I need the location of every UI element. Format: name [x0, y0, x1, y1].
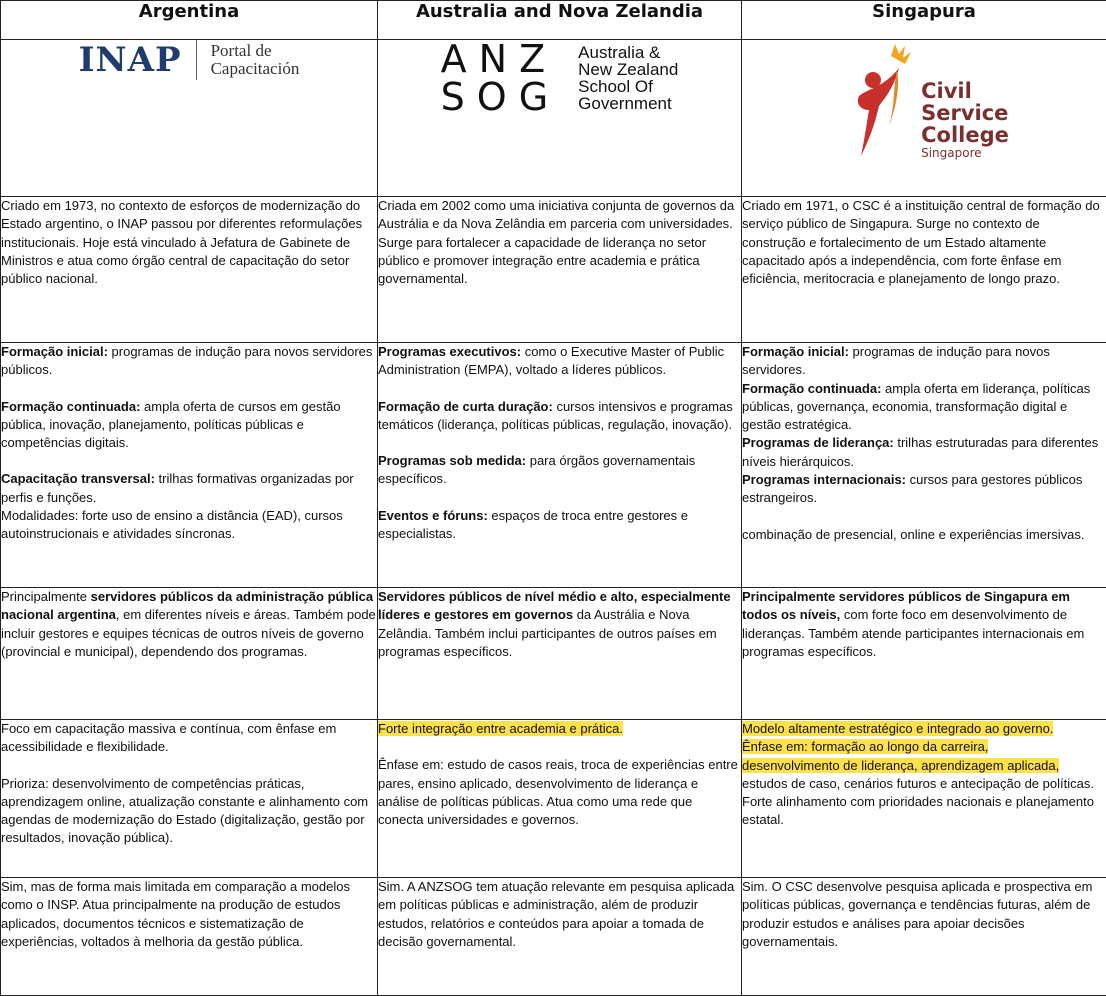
header-row — [1, 1, 1106, 40]
program-item-text: como o Executive Master of Public Administration (EMPA), voltado a líderes públicos. — [378, 344, 724, 377]
program-item-text: trilhas formativas organizadas por perfis e funções. — [1, 471, 354, 504]
program-item-text: programas de indução para novos servidores públicos. — [1, 344, 372, 377]
row-focus — [1, 720, 1106, 878]
modalities-text: Modalidades: forte uso de ensino a distância (EAD), cursos autoinstrucionais e atividades síncronas. — [1, 507, 377, 544]
anzsog-name-line1: Australia & — [578, 44, 678, 61]
anzsog-mark-line2: SOG — [441, 78, 560, 116]
anzsog-name-line2: New Zealand — [578, 61, 678, 78]
programs-cell-argentina — [1, 343, 378, 588]
program-item-text: trilhas estruturadas para diferentes níveis hierárquicos. — [742, 435, 1098, 468]
audience-text-lead: Principalmente — [1, 589, 91, 604]
program-item-text: cursos intensivos e programas temáticos (liderança, políticas públicas, regulação, inovação). — [378, 399, 733, 432]
audience-cell-argentina — [1, 588, 378, 720]
anzsog-logo — [441, 40, 679, 116]
csc-name — [921, 80, 1009, 160]
research-cell-argentina — [1, 878, 378, 996]
program-item-title: Formação inicial: — [1, 344, 108, 359]
anzsog-mark — [441, 40, 560, 116]
anzsog-name-line3: School Of — [578, 78, 678, 95]
program-item-title: Programas internacionais: — [742, 472, 906, 487]
program-item-text: ampla oferta de cursos em gestão pública, inovação, planejamento, políticas públicas e competências digitais. — [1, 399, 341, 451]
column-header-australia: Australia and Nova Zelandia — [378, 1, 742, 40]
history-text: Criado em 1971, o CSC é a instituição central de formação do serviço público de Singapura. Surge no contexto de construção e fortalecimento de um Estado altamente capacitado após a independência, com forte ênfase em eficiência, meritocracia e planejamento de longo prazo. — [742, 197, 1106, 288]
program-item — [378, 452, 741, 489]
focus-cell-argentina — [1, 720, 378, 878]
program-item-title: Eventos e fóruns: — [378, 508, 488, 523]
program-item — [1, 398, 377, 453]
history-cell-australia — [378, 197, 742, 343]
torch-figure-icon — [839, 40, 917, 160]
logo-cell-argentina — [1, 40, 378, 197]
audience-text-bold: Principalmente servidores públicos de Singapura em todos os níveis, — [742, 589, 1070, 622]
column-header-singapura: Singapura — [742, 1, 1106, 40]
inap-subtitle-line2: Capacitación — [211, 59, 300, 78]
research-text: Sim. O CSC desenvolve pesquisa aplicada e prospectiva em políticas públicas, governança e tendências futuras, além de produzir estudos e análises para apoiar decisões governamentais. — [742, 878, 1106, 951]
logo-cell-singapura — [742, 40, 1106, 197]
history-cell-argentina — [1, 197, 378, 343]
program-item-text: espaços de troca entre gestores e especialistas. — [378, 508, 688, 541]
history-text: Criada em 2002 como uma iniciativa conjunta de governos da Austrália e da Nova Zelândia em parceria com universidades. Surge para fortalecer a capacidade de liderança no setor público e promover integração entre academia e prática governamental. — [378, 197, 741, 288]
audience-text-rest: da Austrália e Nova Zelândia. Também inclui participantes de outros países em programas específicos. — [378, 607, 717, 659]
csc-name-line4: Singapore — [921, 146, 1009, 160]
programs-cell-singapura — [742, 343, 1106, 588]
program-item — [1, 343, 377, 380]
history-cell-singapura — [742, 197, 1106, 343]
audience-text-rest: com forte foco em desenvolvimento de lideranças. Também atende participantes internacionais em programas específicos. — [742, 607, 1084, 659]
focus-text — [742, 720, 1106, 830]
program-item-title: Formação de curta duração: — [378, 399, 553, 414]
logo-cell-australia — [378, 40, 742, 197]
csc-name-line2: Service — [921, 102, 1009, 124]
program-item-text: cursos para gestores públicos estrangeiros. — [742, 472, 1082, 505]
program-item-title: Programas sob medida: — [378, 453, 526, 468]
program-item-text: para órgãos governamentais específicos. — [378, 453, 695, 486]
anzsog-mark-line1: ANZ — [441, 40, 560, 78]
program-item — [378, 398, 741, 435]
focus-highlight — [378, 720, 741, 738]
row-history — [1, 197, 1106, 343]
highlighted-text: Forte integração entre academia e prática. — [378, 721, 623, 736]
audience-text — [378, 588, 741, 661]
highlighted-text: Modelo altamente estratégico e integrado ao governo. — [742, 721, 1053, 736]
program-item-title: Formação continuada: — [742, 381, 881, 396]
highlighted-text: Ênfase em: formação ao longo da carreira, — [742, 739, 988, 754]
anzsog-name-line4: Government — [578, 95, 678, 112]
focus-text-rest: estudos de caso, cenários futuros e antecipação de políticas. Forte alinhamento com prioridades nacionais e planejamento estatal. — [742, 776, 1094, 828]
csc-logo — [839, 40, 1009, 160]
anzsog-name — [578, 44, 678, 112]
audience-cell-singapura — [742, 588, 1106, 720]
audience-text-rest: , em diferentes níveis e áreas. Também pode incluir gestores e equipes técnicas de outros níveis de governo (provincial e municipal), dependendo dos programas. — [1, 607, 376, 659]
inap-logo — [79, 40, 300, 80]
inap-subtitle-line1: Portal de — [211, 41, 272, 60]
inap-subtitle — [211, 42, 300, 78]
program-item — [742, 471, 1106, 508]
audience-cell-australia — [378, 588, 742, 720]
focus-text: Prioriza: desenvolvimento de competências práticas, aprendizagem online, atualização constante e alinhamento com agendas de modernização do Estado (digitalização, gestão por resultados, inovação pública). — [1, 775, 377, 848]
csc-name-line3: College — [921, 124, 1009, 146]
highlighted-text: desenvolvimento de liderança, aprendizagem aplicada, — [742, 758, 1059, 773]
program-item — [742, 380, 1106, 435]
program-item — [1, 470, 377, 507]
row-audience — [1, 588, 1106, 720]
program-item — [378, 343, 741, 380]
csc-name-line1: Civil — [921, 80, 1009, 102]
program-item — [378, 507, 741, 544]
column-header-argentina: Argentina — [1, 1, 378, 40]
focus-cell-australia — [378, 720, 742, 878]
program-item-title: Formação inicial: — [742, 344, 849, 359]
row-research — [1, 878, 1106, 996]
focus-cell-singapura — [742, 720, 1106, 878]
program-item-title: Capacitação transversal: — [1, 471, 155, 486]
research-text: Sim, mas de forma mais limitada em comparação a modelos como o INSP. Atua principalmente na produção de estudos aplicados, documentos técnicos e sistematização de experiências, voltados à melhoria da gestão pública. — [1, 878, 377, 951]
program-item-text: programas de indução para novos servidores. — [742, 344, 1050, 377]
logo-row — [1, 40, 1106, 197]
research-cell-singapura — [742, 878, 1106, 996]
focus-text: Foco em capacitação massiva e contínua, com ênfase em acessibilidade e flexibilidade. — [1, 720, 377, 757]
research-text: Sim. A ANZSOG tem atuação relevante em pesquisa aplicada em políticas públicas e administração, além de produzir estudos, relatórios e conteúdos para apoiar a tomada de decisão governamental. — [378, 878, 741, 951]
audience-text — [742, 588, 1106, 661]
audience-text — [1, 588, 377, 661]
focus-text: Ênfase em: estudo de casos reais, troca de experiências entre pares, ensino aplicado, desenvolvimento de liderança e análise de políticas públicas. Atua como uma rede que conecta universidades e governos. — [378, 756, 741, 829]
inap-wordmark: INAP — [79, 40, 182, 80]
logo-divider — [196, 40, 197, 80]
program-item-title: Programas de liderança: — [742, 435, 894, 450]
program-item-title: Programas executivos: — [378, 344, 521, 359]
programs-cell-australia — [378, 343, 742, 588]
program-item-text: ampla oferta em liderança, políticas públicas, governança, economia, transformação digital e gestão estratégica. — [742, 381, 1090, 433]
modalities-text: combinação de presencial, online e experiências imersivas. — [742, 526, 1106, 544]
program-item-title: Formação continuada: — [1, 399, 140, 414]
row-programs — [1, 343, 1106, 588]
program-item — [742, 343, 1106, 380]
audience-text-bold: Servidores públicos de nível médio e alto, especialmente líderes e gestores em governos — [378, 589, 731, 622]
history-text: Criado em 1973, no contexto de esforços de modernização do Estado argentino, o INAP passou por diferentes reformulações institucionais. Hoje está vinculado à Jefatura de Gabinete de Ministros e atua como órgão central de capacitação do setor público nacional. — [1, 197, 377, 288]
program-item — [742, 434, 1106, 471]
research-cell-australia — [378, 878, 742, 996]
audience-text-bold: servidores públicos da administração pública nacional argentina — [1, 589, 373, 622]
